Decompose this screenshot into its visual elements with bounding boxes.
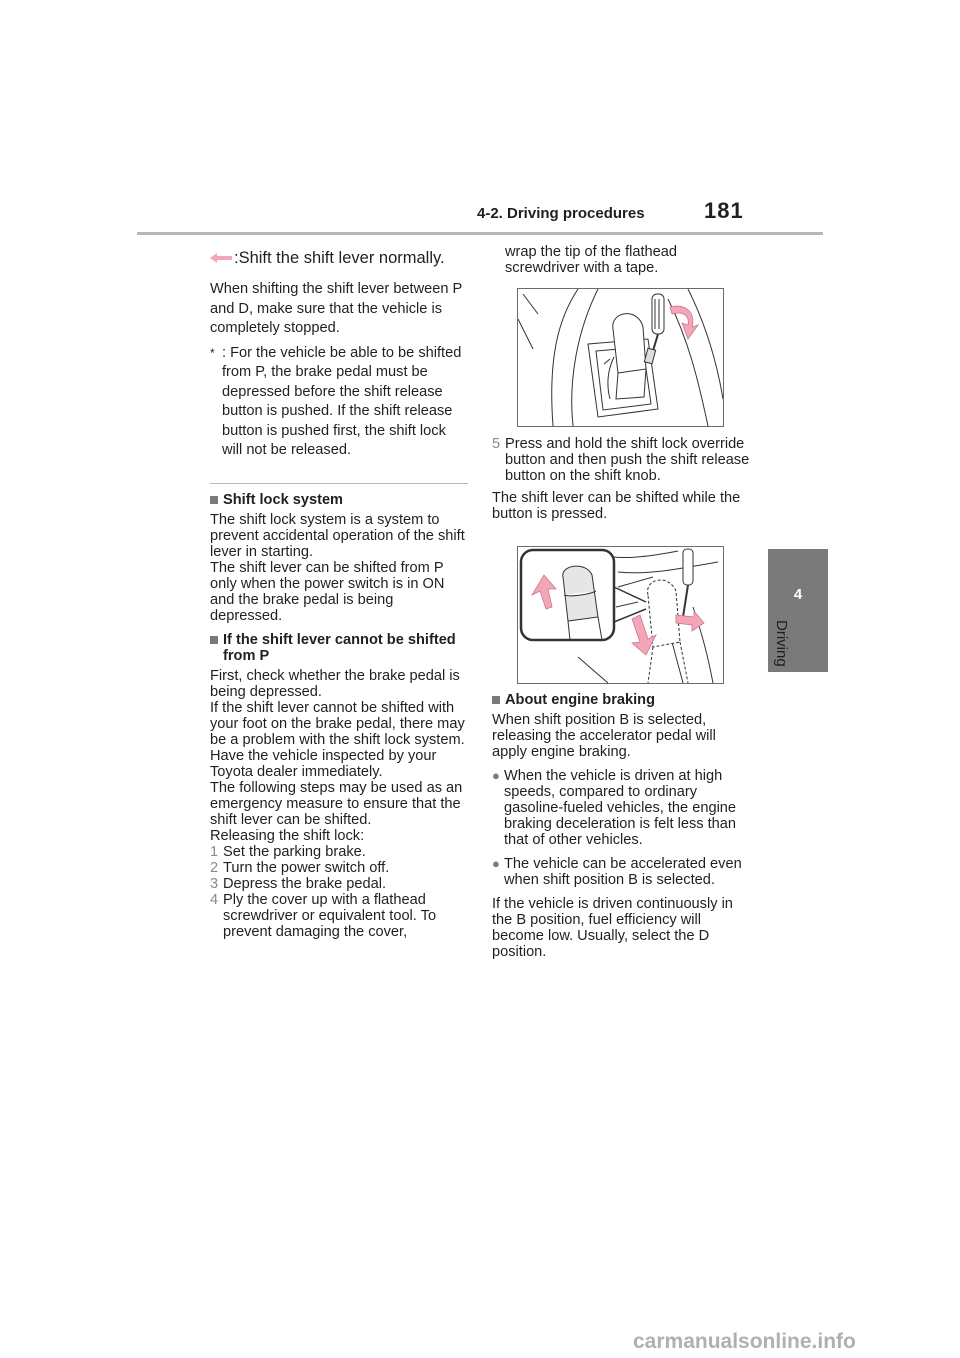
step-item: 1 Set the parking brake.	[210, 843, 366, 860]
list-item: ● The vehicle can be accelerated even when shift position B is selected.	[492, 856, 742, 888]
shift-lock-text-2: The shift lever can be shifted from P only when the power switch is in ON and the brake pedal is being depressed.	[210, 559, 445, 624]
engine-braking-heading: About engine braking	[492, 692, 750, 708]
shift-lock-text: The shift lock system is a system to prevent accidental operation of the shift lever in starting.	[210, 511, 465, 560]
shift-override-illustration	[517, 546, 724, 684]
left-column	[210, 250, 468, 940]
square-bullet-icon	[210, 496, 218, 504]
engine-braking-text: When shift position B is selected, releasing the accelerator pedal will apply engine braking.	[492, 712, 716, 760]
watermark: carmanualsonline.info	[633, 1330, 856, 1353]
after-step-text: The shift lever can be shifted while the button is pressed.	[492, 490, 741, 522]
cannot-shift-heading: If the shift lever cannot be shifted from P	[210, 632, 468, 664]
stop-note: When shifting the shift lever between P and D, make sure that the vehicle is completely stopped.	[210, 281, 463, 336]
cannot-shift-line: First, check whether the brake pedal is being depressed.	[210, 667, 460, 700]
footnote-mark: *	[210, 345, 215, 360]
chapter-tab: 4	[768, 549, 828, 672]
shift-lock-heading: Shift lock system	[210, 492, 468, 508]
section-divider	[210, 483, 468, 484]
square-bullet-icon	[492, 696, 500, 704]
list-item: ● When the vehicle is driven at high speeds, compared to ordinary gasoline-fueled vehicles, the engine braking deceleration is felt less than that of other vehicles.	[492, 768, 737, 848]
chapter-label: Driving	[773, 620, 790, 667]
step-4-continuation: wrap the tip of the flathead screwdriver with a tape.	[505, 244, 677, 276]
step-item: 4 Ply the cover up with a flathead screwdriver or equivalent tool. To prevent damaging the cover,	[210, 891, 437, 940]
cannot-shift-line: Releasing the shift lock:	[210, 827, 365, 844]
arrow-instruction-text: :Shift the shift lever normally.	[234, 249, 445, 267]
closing-text: If the vehicle is driven continuously in the B position, fuel efficiency will become low. Usually, select the D position.	[492, 896, 733, 960]
header-divider	[137, 232, 823, 235]
step-item: 5 Press and hold the shift lock override button and then push the shift release button on the shift knob.	[492, 436, 750, 484]
left-arrow-icon	[210, 253, 232, 263]
arrow-instruction	[210, 250, 468, 266]
rotate-arrow-icon	[670, 306, 698, 339]
page-number: 181	[704, 198, 744, 223]
cannot-shift-line: The following steps may be used as an emergency measure to ensure that the shift lever can be shifted.	[210, 779, 463, 828]
footnote-text: : For the vehicle be able to be shifted from P, the brake pedal must be depressed before the shift release button is pushed. If the shift release button is pushed first, the shift lock will not be released.	[222, 344, 462, 458]
cover-removal-illustration	[517, 288, 724, 427]
step-item: 3 Depress the brake pedal.	[210, 875, 387, 892]
screwdriver-icon	[644, 294, 664, 364]
cannot-shift-line: If the shift lever cannot be shifted with your foot on the brake pedal, there may be a problem with the shift lock system. Have the vehicle inspected by your Toyota dealer immediately.	[210, 699, 465, 780]
section-title: 4-2. Driving procedures	[477, 205, 645, 222]
bullet-dot-icon: ●	[492, 856, 500, 871]
footnote	[210, 344, 468, 461]
square-bullet-icon	[210, 636, 218, 644]
step-item: 2 Turn the power switch off.	[210, 859, 390, 876]
bullet-dot-icon: ●	[492, 768, 500, 783]
screwdriver-icon	[683, 549, 693, 617]
